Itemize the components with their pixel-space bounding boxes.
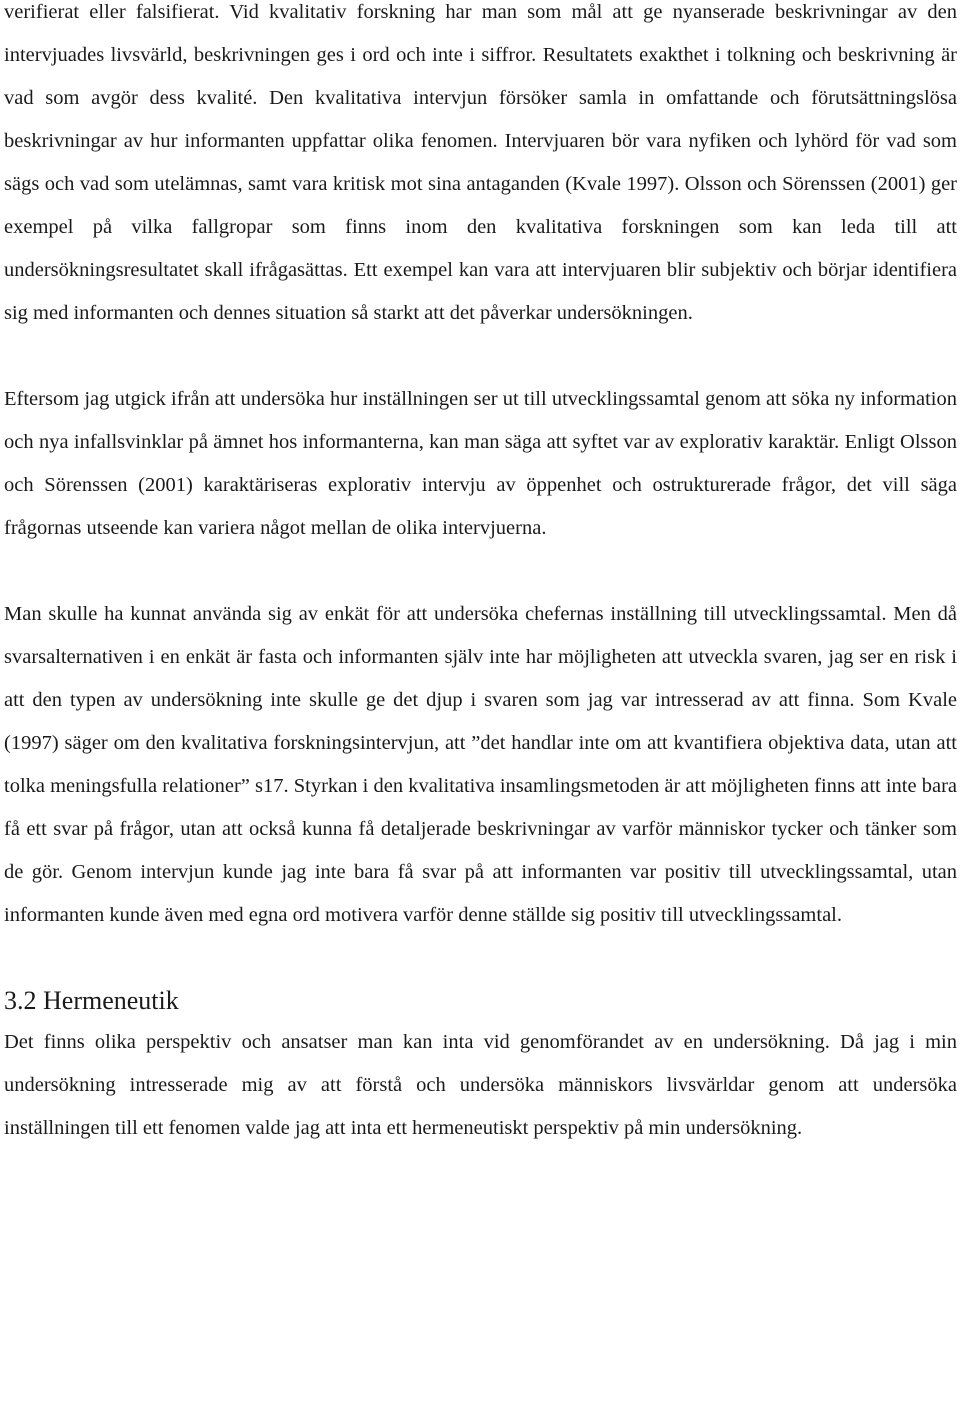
paragraph-hermeneutics: Det finns olika perspektiv och ansatser man kan inta vid genomförandet av en undersökning. Då jag i min undersökning intresserade mig av att förstå och undersöka människors livsvärldar genom att undersöka inställningen till ett fenomen valde jag att inta ett hermeneutiskt perspektiv på min undersökning.	[4, 1031, 957, 1139]
paragraph-explorative-purpose: Eftersom jag utgick ifrån att undersöka hur inställningen ser ut till utvecklingssamtal genom att söka ny information och nya infallsvinklar på ämnet hos informanterna, kan man säga att syftet var av explorativ karaktär. Enligt Olsson och Sörenssen (2001) karaktäriseras explorativ intervju av öppenhet och ostrukturerade frågor, det vill säga frågornas utseende kan variera något mellan de olika intervjuerna.	[4, 388, 957, 539]
paragraph-qualitative-research: verifierat eller falsifierat. Vid kvalitativ forskning har man som mål att ge nyanserade beskrivningar av den intervjuades livsvärld, beskrivningen ges i ord och inte i siffror. Resultatets exakthet i tolkning och beskrivning är vad som avgör dess kvalité. Den kvalitativa intervjun försöker samla in omfattande och förutsättningslösa beskrivningar av hur informanten uppfattar olika fenomen. Intervjuaren bör vara nyfiken och lyhörd för vad som sägs och vad som utelämnas, samt vara kritisk mot sina antaganden (Kvale 1997). Olsson och Sörenssen (2001) ger exempel på vilka fallgropar som finns inom den kvalitativa forskningen som kan leda till att undersökningsresultatet skall ifrågasättas. Ett exempel kan vara att intervjuaren blir subjektiv och börjar identifiera sig med informanten och dennes situation så starkt att det påverkar undersökningen.	[4, 1, 957, 324]
section-heading: 3.2 Hermeneutik	[4, 986, 179, 1015]
document-page	[4, 0, 957, 1150]
paragraph-survey-alternative: Man skulle ha kunnat använda sig av enkät för att undersöka chefernas inställning till utvecklingssamtal. Men då svarsalternativen i en enkät är fasta och informanten själv inte har möjligheten att utveckla svaren, jag ser en risk i att den typen av undersökning inte skulle ge det djup i svaren som jag var intresserad av att finna. Som Kvale (1997) säger om den kvalitativa forskningsintervjun, att ”det handlar inte om att kvantifiera objektiva data, utan att tolka meningsfulla relationer” s17. Styrkan i den kvalitativa insamlingsmetoden är att möjligheten finns att inte bara få ett svar på frågor, utan att också kunna få detaljerade beskrivningar av varför människor tycker och tänker som de gör. Genom intervjun kunde jag inte bara få svar på att informanten var positiv till utvecklingssamtal, utan informanten kunde även med egna ord motivera varför denne ställde sig positiv till utvecklingssamtal.	[4, 603, 957, 926]
